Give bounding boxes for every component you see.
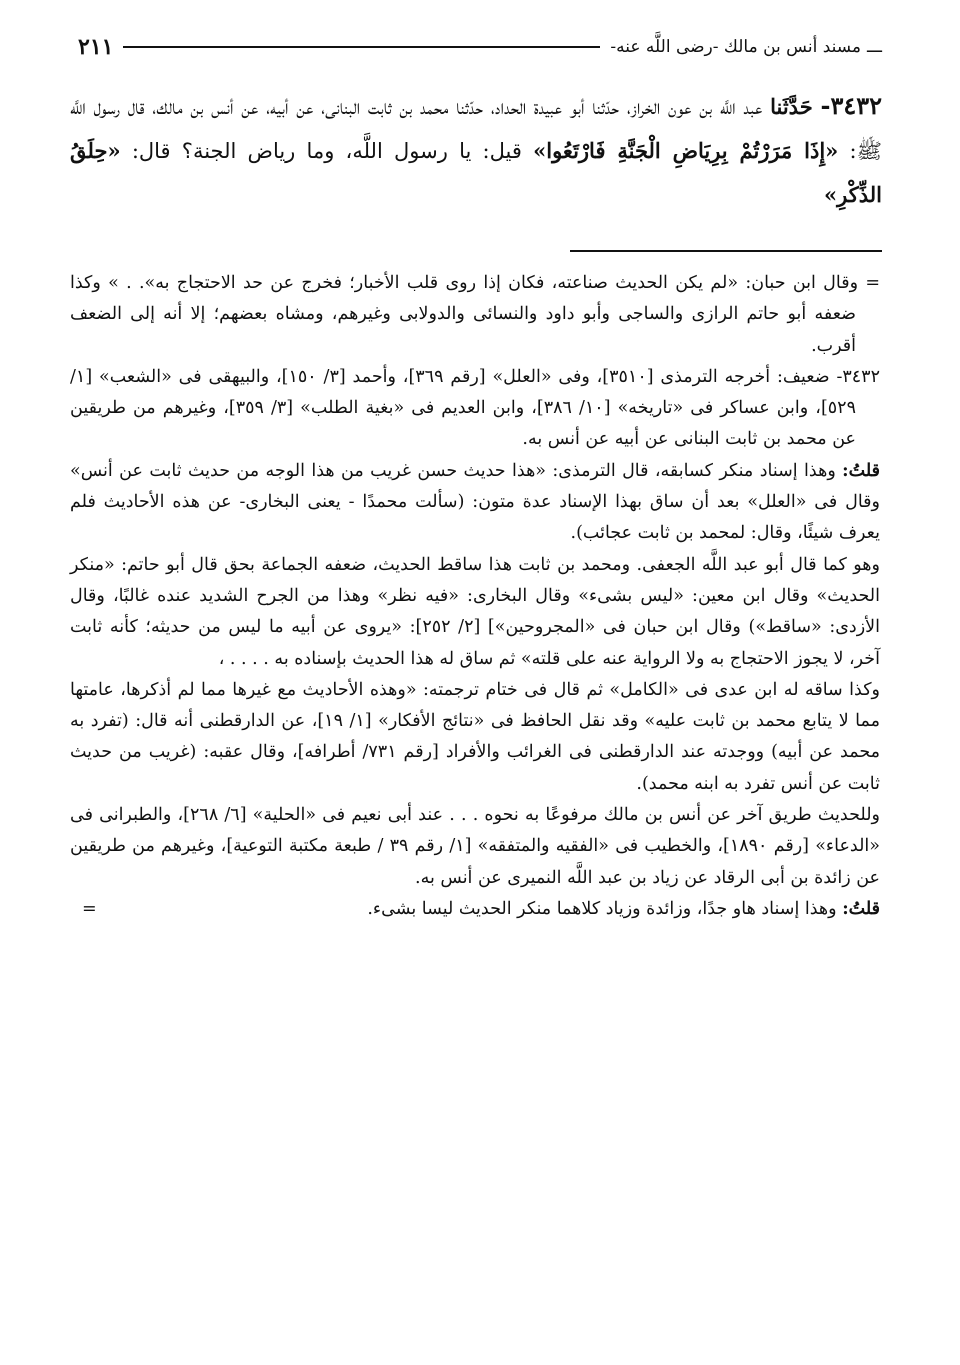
continuation-mark: = — [82, 898, 97, 919]
qult-label: قلتُ: — [842, 898, 880, 919]
running-header: ـــ مسند أنس بن مالك -رضى اللَّه عنه- ٢١١ — [78, 34, 882, 60]
page-number: ٢١١ — [78, 34, 114, 60]
footnote-paragraph: وكذا ساقه له ابن عدى فى «الكامل» ثم قال فى ختام ترجمته: «وهذه الأحاديث مع غيرها مما لم أذكرها، عامتها مما لا يتابع محمد بن ثابت عليه» وقد نقل الحافظ فى «نتائج الأفكار» [١/ ١٩]، عن الدارقطنى أنه قال: (تفرد به محمد عن أبيه) ووجدته عند الدارقطنى فى الغرائب والأفراد [رقم ٧٣١/ أطرافه]، وقال عقبه: (غريب من حديث ثابت عن أنس تفرد به ابنه محمد). — [70, 679, 881, 794]
footnote-final: قلتُ: وهذا إسناد هاو جدًا، وزائدة وزياد كلاهما منكر الحديث ليسا بشىء. = — [70, 894, 880, 925]
footnote-takhrij: ٣٤٣٢- ضعيف: أخرجه الترمذى [٣٥١٠]، وفى «العلل» [رقم ٣٦٩]، وأحمد [٣/ ١٥٠]، والبيهقى فى «الشعب» [١/ ٥٢٩]، وابن عساكر فى «تاريخه» [١٠/ ٣٨٦]، وابن العديم فى «بغية الطلب» [٣/ ٣٥٩]، وغيرهم من طريقين عن محمد بن ثابت البنانى عن أبيه عن أنس به. — [70, 366, 880, 450]
hadith-opening: حَدَّثَنا — [770, 94, 813, 119]
hadith-text — [70, 84, 882, 217]
footnotes — [70, 268, 880, 925]
header-rule — [123, 46, 600, 48]
qult-label: قلتُ: — [842, 460, 880, 481]
footnote-paragraph: وللحديث طريق آخر عن أنس بن مالك مرفوعًا به نحوه . . . عند أبى نعيم فى «الحلية» [٦/ ٢٦٨]، والطبرانى فى «الدعاء» [رقم ١٨٩٠]، والخطيب فى «الفقيه والمتفقه» [١/ رقم ٣٩ / طبعة مكتبة التوعية]، وغيرهم من طريقين عن زائدة بن أبى الرقاد عن زياد بن عبد اللَّه النميرى عن أنس به. — [70, 805, 880, 888]
footnote-paragraph: وهو كما قال أبو عبد اللَّه الجعفى. ومحمد بن ثابت هذا ساقط الحديث، ضعفه الجماعة بحق قال أبو حاتم: «منكر الحديث» وقال ابن معين: «ليس بشىء» وقال البخارى: «فيه نظر» وهذا من الجرح الشديد عنده غالبًا، وقال الأزدى: «ساقط») وقال ابن حبان فى «المجروحين»] [٢/ ٢٥٢]: «يروى عن أبيه ما ليس من حديثه؛ كأنه ثابت آخر، لا يجوز الاحتجاج به ولا الرواية عنه على قلته» ثم ساق له هذا الحديث بإسناده به . . . . ، — [70, 554, 880, 669]
hadith-number: ٣٤٣٢- — [820, 91, 882, 120]
footnote-continuation: = وقال ابن حبان: «لم يكن الحديث صناعته، فكان إذا روى قلب الأخبار؛ فخرج عن حد الاحتجاج به». . » وكذا ضعفه أبو حاتم الرازى والساجى وأبو داود والنسائى والدولابى وغيرهم، ومشاه بعضهم؛ إلا أنه إلى الضعف أقرب. — [70, 273, 880, 356]
running-title: مسند أنس بن مالك -رضى اللَّه عنه- — [610, 37, 862, 57]
footnote-comment: قلتُ: وهذا إسناد منكر كسابقه، قال الترمذى: «هذا حديث حسن غريب من هذا الوجه من حديث ثابت عن أنس» وقال فى «العلل» بعد أن ساق بهذا الإسناد عدة متون: (سألت محمدًا - يعنى البخارى- عن هذه الأحاديث فلم يعرف شيئًا، وقال: لمحمد بن ثابت عجائب). — [70, 460, 880, 544]
hadith-question: قيل: يا رسول اللَّه، وما رياض الجنة؟ قال: — [131, 139, 522, 163]
hadith-answer: «حِلَقُ الذِّكْرِ» — [70, 138, 882, 207]
hadith-chain: عبد اللَّه بن عون الخراز، حدّثنا أبو عبيدة الحداد، حدّثنا محمد بن ثابت البنانى، عن أبيه، عن أنس بن مالك، قال رسول اللَّه ﷺ: — [70, 95, 882, 163]
hadith-quote: «إِذَا مَرَرْتُمْ بِرِيَاضِ الْجَنَّةِ فَارْتَعُوا» — [533, 138, 839, 163]
footnote-separator — [570, 250, 882, 252]
